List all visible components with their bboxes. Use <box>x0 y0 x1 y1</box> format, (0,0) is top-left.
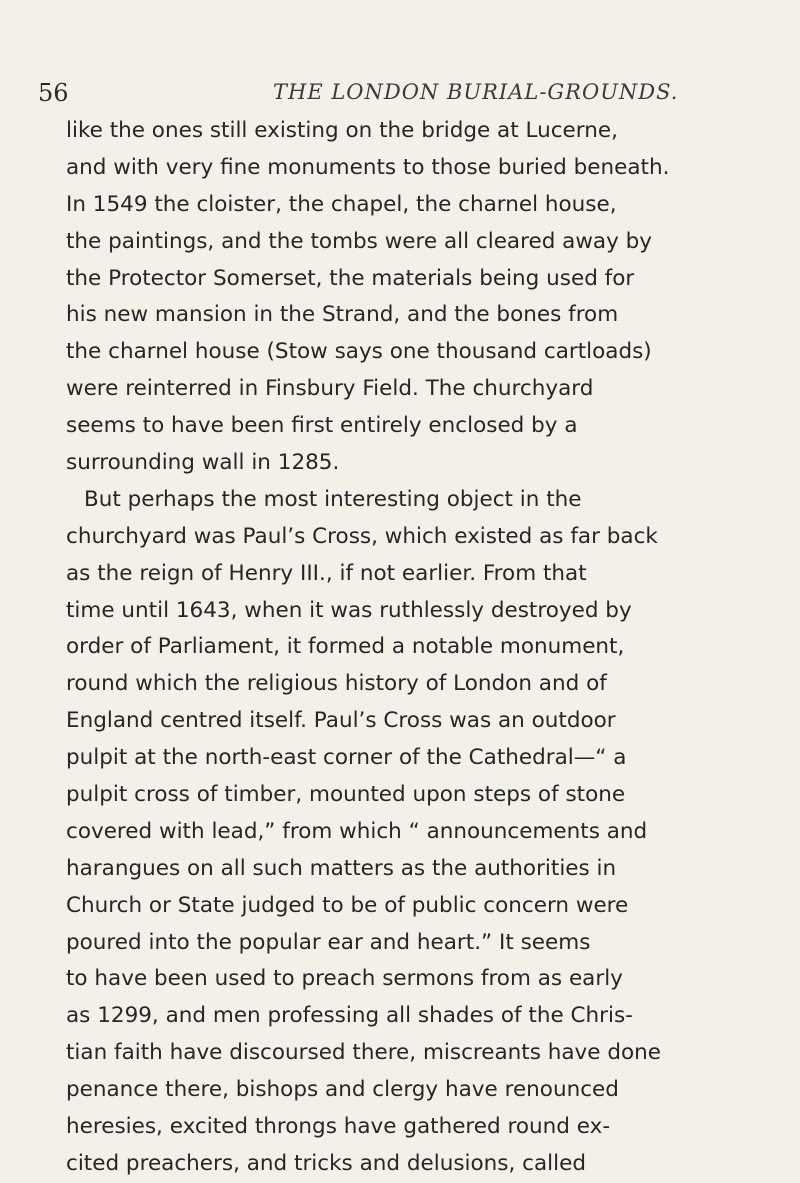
text-line: like the ones still existing on the bridge at Lucerne, <box>66 118 618 143</box>
text-line: In 1549 the cloister, the chapel, the charnel house, <box>66 191 617 217</box>
text-line: pulpit at the north-east corner of the Cathedral—“ a <box>66 745 627 771</box>
text-line: pulpit cross of timber, mounted upon steps of stone <box>66 782 626 808</box>
text-line: the paintings, and the tombs were all cleared away by <box>66 228 653 254</box>
page-number: 56 <box>38 79 69 107</box>
paragraph-first-line: But perhaps the most interesting object in the <box>84 486 582 512</box>
text-line: penance there, bishops and clergy have renounced <box>66 1077 619 1103</box>
text-line: and with very fine monuments to those buried beneath. <box>66 154 670 180</box>
body-text <box>66 113 778 1183</box>
text-line: cited preachers, and tricks and delusions, called <box>66 1150 586 1176</box>
text-line: heresies, excited throngs have gathered round ex- <box>66 1114 611 1140</box>
text-line: to have been used to preach sermons from as early <box>66 966 623 992</box>
text-line: were reinterred in Finsbury Field. The churchyard <box>66 376 594 402</box>
text-line: as the reign of Henry III., if not earlier. From that <box>66 560 587 586</box>
text-line: England centred itself. Paul’s Cross was an outdoor <box>66 708 616 734</box>
text-line: round which the religious history of London and of <box>66 671 607 697</box>
text-line: Church or State judged to be of public concern were <box>66 892 629 918</box>
text-line: poured into the popular ear and heart.” It seems <box>66 929 591 955</box>
text-line: seems to have been first entirely enclosed by a <box>66 413 578 439</box>
text-line: surrounding wall in 1285. <box>66 450 340 476</box>
text-line: time until 1643, when it was ruthlessly destroyed by <box>66 597 632 623</box>
page-header <box>0 76 800 110</box>
text-line: his new mansion in the Strand, and the bones from <box>66 302 619 328</box>
text-line: the Protector Somerset, the materials being used for <box>66 265 635 291</box>
text-line: tian faith have discoursed there, miscreants have done <box>66 1040 661 1066</box>
text-line: the charnel house (Stow says one thousand cartloads) <box>66 339 652 365</box>
text-line: order of Parliament, it formed a notable monument, <box>66 634 625 660</box>
text-line: covered with lead,” from which “ announcements and <box>66 818 648 844</box>
text-line: harangues on all such matters as the authorities in <box>66 855 617 881</box>
text-line: churchyard was Paul’s Cross, which existed as far back <box>66 523 658 549</box>
text-line: as 1299, and men professing all shades of the Chris- <box>66 1003 633 1029</box>
running-title: THE LONDON BURIAL-GROUNDS. <box>273 80 679 104</box>
